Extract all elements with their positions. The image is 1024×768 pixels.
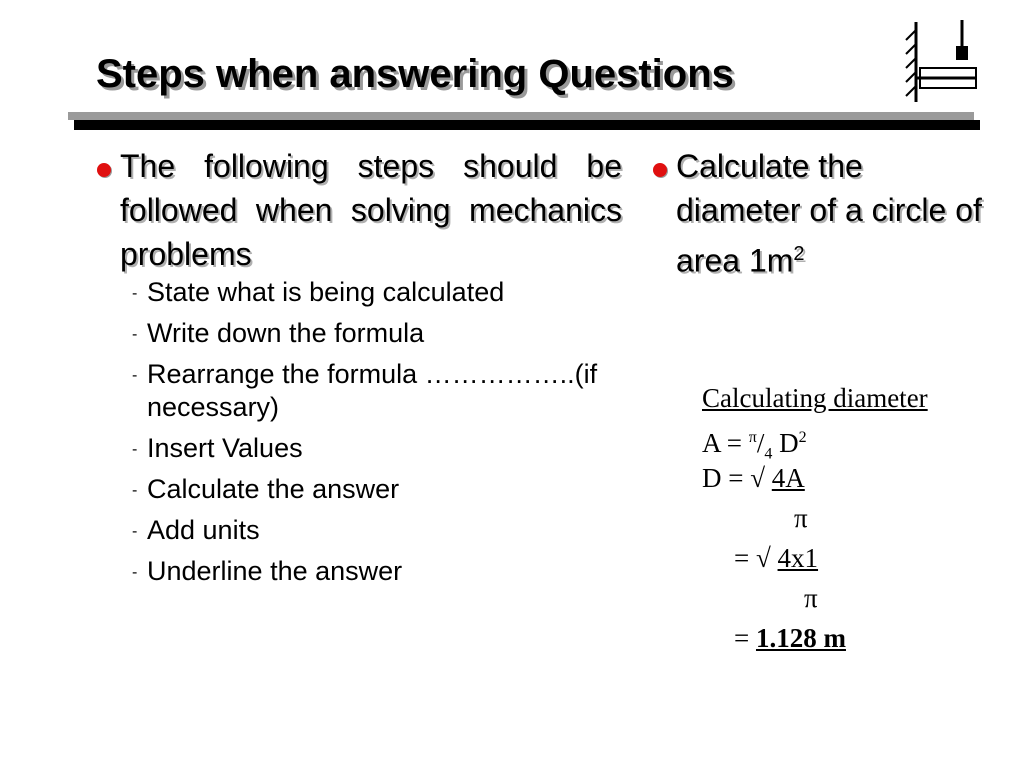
step-item: - Insert Values bbox=[132, 433, 303, 463]
calc-line-2-denominator: π bbox=[794, 503, 808, 533]
step-item: - Rearrange the formula ……………..(if necessary) bbox=[132, 359, 598, 422]
step-item: - Calculate the answer bbox=[132, 474, 400, 504]
step-text: Rearrange the formula ……………..(if necessary) bbox=[147, 359, 598, 422]
step-text: Underline the answer bbox=[147, 556, 403, 586]
calc-line-3-numerator: 4x1 bbox=[777, 543, 819, 573]
step-text: State what is being calculated bbox=[147, 277, 505, 307]
calc-line-2-denominator-row bbox=[702, 498, 928, 538]
steps-list bbox=[132, 276, 612, 596]
slide-title: Steps when answering Questions bbox=[96, 52, 734, 96]
title-rule-shadow bbox=[68, 112, 974, 120]
left-bullet-text: The following steps should be followed when solving mechanics problems bbox=[120, 148, 622, 272]
right-bullet-dot bbox=[653, 163, 667, 177]
calc-result: 1.128 m bbox=[755, 623, 846, 653]
left-bullet-dot bbox=[97, 163, 111, 177]
right-bullet-text bbox=[676, 144, 996, 283]
step-item: - Add units bbox=[132, 515, 260, 545]
fraction-slash: / bbox=[756, 428, 765, 458]
step-text: Add units bbox=[147, 515, 260, 545]
calc-line-3-lhs: = √ bbox=[734, 543, 778, 573]
calc-line-1 bbox=[702, 418, 928, 463]
step-item: - State what is being calculated bbox=[132, 277, 505, 307]
title-rule bbox=[74, 120, 980, 130]
step-text: Write down the formula bbox=[147, 318, 425, 348]
calc-line-3-denominator-row bbox=[702, 578, 928, 618]
calc-line-3 bbox=[702, 538, 928, 578]
calc-line-2-numerator: 4A bbox=[771, 463, 805, 493]
d-exponent: 2 bbox=[798, 429, 807, 446]
pi-superscript: π bbox=[748, 429, 757, 446]
four-subscript: 4 bbox=[764, 445, 773, 463]
calc-line-4 bbox=[702, 618, 928, 658]
mechanics-logo-icon bbox=[896, 18, 980, 104]
calculation-block bbox=[702, 378, 928, 658]
calc-line-3-denominator: π bbox=[804, 583, 818, 613]
step-text: Calculate the answer bbox=[147, 474, 400, 504]
step-item: - Write down the formula bbox=[132, 318, 425, 348]
calc-line-2 bbox=[702, 458, 928, 498]
right-bullet-main: Calculate the diameter of a circle of area 1m bbox=[676, 148, 982, 279]
d-term: D bbox=[772, 428, 799, 458]
calc-line-2-lhs: D = √ bbox=[702, 463, 772, 493]
calc-line-4-lhs: = bbox=[734, 623, 756, 653]
calc-line-1-lhs: A = bbox=[702, 428, 749, 458]
step-item: - Underline the answer bbox=[132, 556, 403, 586]
step-text: Insert Values bbox=[147, 433, 303, 463]
calc-heading: Calculating diameter bbox=[702, 383, 928, 413]
area-exponent: 2 bbox=[793, 243, 805, 265]
